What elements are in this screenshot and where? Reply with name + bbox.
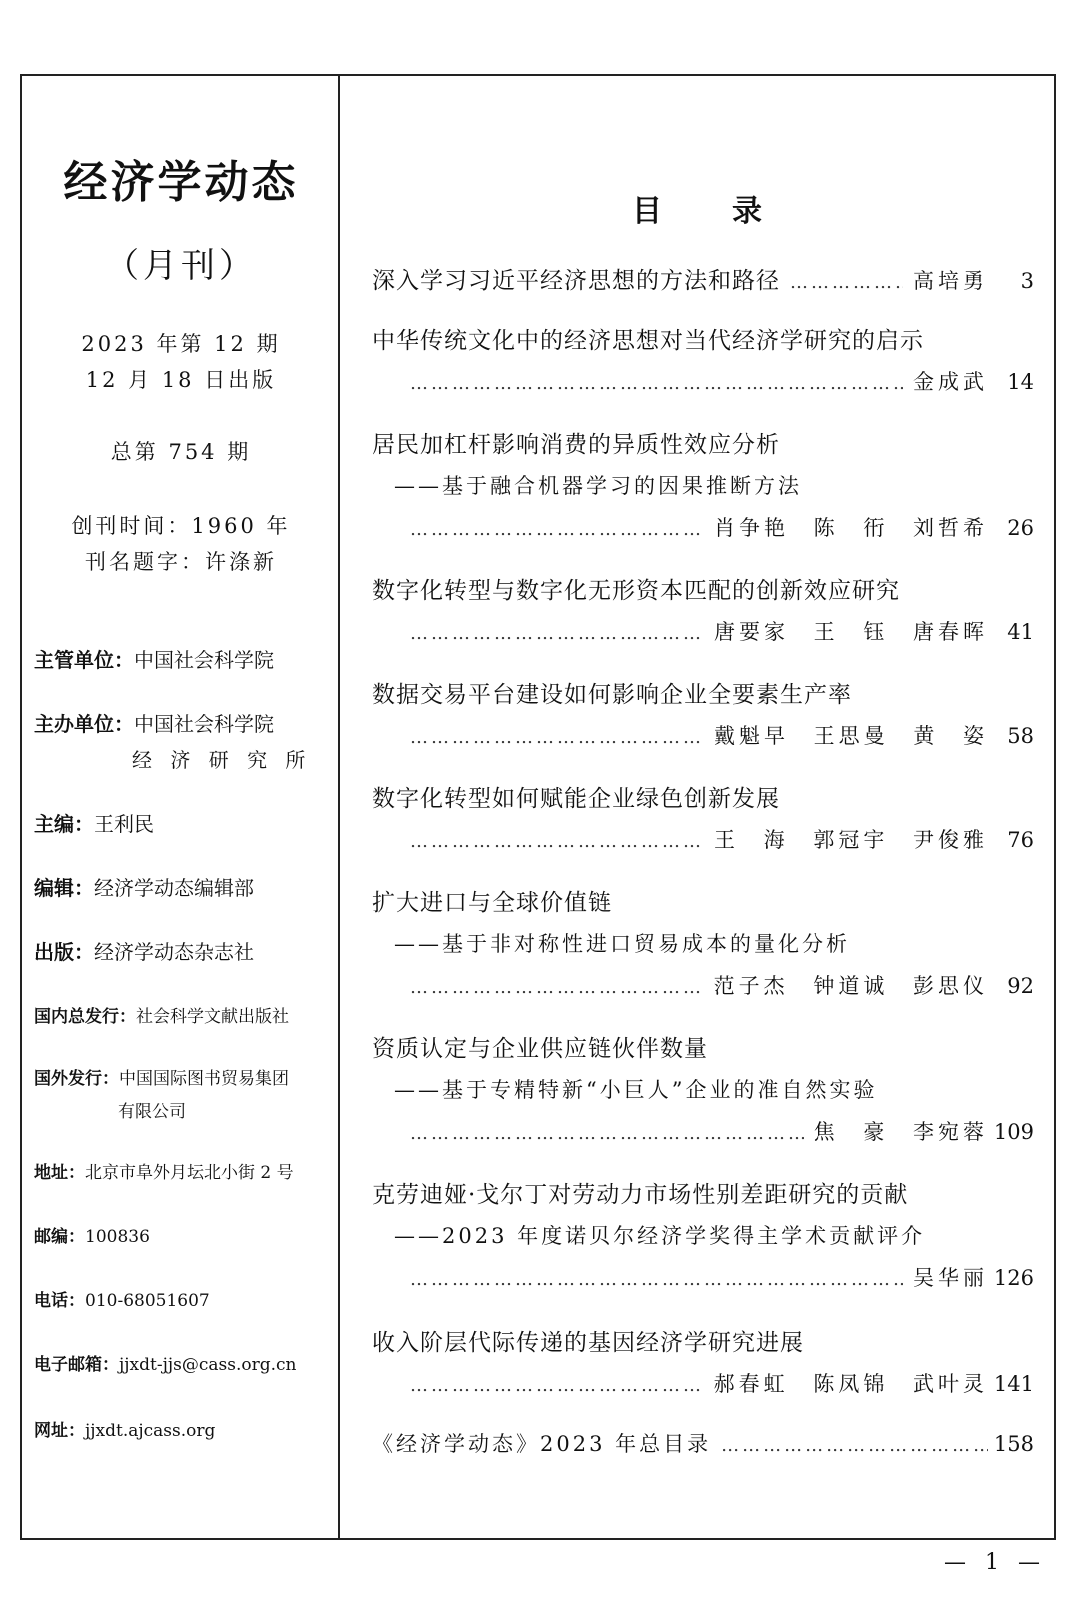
toc-entry-title[interactable]: 收入阶层代际传递的基因经济学研究进展 [372, 1330, 804, 1356]
leader-dots [721, 1435, 988, 1456]
leader-dots [410, 831, 704, 852]
publish-date: 12 月 18 日出版 [85, 368, 277, 392]
toc-entry-title[interactable]: 数字化转型与数字化无形资本匹配的创新效应研究 [372, 578, 900, 604]
toc-entry-page: 126 [993, 1266, 1034, 1290]
toc-entry-subtitle: ——2023 年度诺贝尔经济学奖得主学术贡献评介 [394, 1224, 926, 1248]
toc-entry-page: 14 [1007, 370, 1034, 394]
journal-title: 经济学动态 [63, 157, 299, 208]
toc-entry-title[interactable]: 中华传统文化中的经济思想对当代经济学研究的启示 [372, 328, 924, 354]
toc-entry-leader [410, 1262, 1034, 1292]
toc-entry-authors: 王 海 郭冠宇 尹俊雅 [713, 828, 988, 852]
info-address: 地址：北京市阜外月坛北小街 2 号 [34, 1163, 294, 1183]
toc-entry-title[interactable]: 居民加杠杆影响消费的异质性效应分析 [372, 432, 780, 458]
table-of-contents [340, 76, 1054, 1538]
calligraphy-credit: 刊名题字：许涤新 [85, 550, 277, 574]
info-foreign-distribution: 国外发行：中国国际图书贸易集团 [34, 1069, 289, 1089]
page-frame [20, 74, 1056, 1540]
toc-entry-authors: 郝春虹 陈凤锦 武叶灵 [713, 1372, 988, 1396]
masthead-column [22, 76, 340, 1538]
toc-entry[interactable] [372, 262, 1034, 295]
issue-number: 2023 年第 12 期 [81, 332, 281, 356]
toc-entry[interactable] [372, 1428, 1034, 1458]
page-number: — 1 — [944, 1550, 1046, 1575]
toc-entry-title: 《经济学动态》2023 年总目录 [372, 1432, 712, 1456]
info-website[interactable]: 网址：jjxdt.ajcass.org [34, 1421, 216, 1441]
toc-entry-authors: 吴华丽 [913, 1266, 988, 1290]
toc-entry-leader [410, 1368, 1034, 1398]
toc-entry-authors: 肖争艳 陈 衎 刘哲希 [713, 516, 988, 540]
leader-dots [790, 272, 903, 293]
leader-dots [410, 1269, 903, 1290]
toc-entry-subtitle: ——基于非对称性进口贸易成本的量化分析 [394, 932, 850, 956]
leader-dots [410, 977, 704, 998]
toc-entry-page: 158 [993, 1432, 1034, 1456]
toc-heading: 目录 [632, 194, 832, 229]
journal-frequency: （月刊） [105, 246, 257, 286]
leader-dots [410, 727, 704, 748]
leader-dots [410, 1375, 704, 1396]
info-sponsor-line2: 经 济 研 究 所 [132, 748, 312, 772]
toc-entry-title[interactable]: 克劳迪娅·戈尔丁对劳动力市场性别差距研究的贡献 [372, 1182, 909, 1208]
toc-entry-page: 92 [1007, 974, 1034, 998]
toc-entry-leader [410, 720, 1034, 750]
info-postcode: 邮编：100836 [34, 1227, 150, 1247]
toc-entry-title[interactable]: 数字化转型如何赋能企业绿色创新发展 [372, 786, 780, 812]
info-domestic-distribution: 国内总发行：社会科学文献出版社 [34, 1007, 289, 1027]
toc-entry-leader [410, 366, 1034, 396]
info-sponsor: 主办单位：中国社会科学院 [34, 712, 274, 736]
toc-entry-title[interactable]: 资质认定与企业供应链伙伴数量 [372, 1036, 708, 1062]
toc-entry-page: 3 [1020, 269, 1034, 293]
info-supervisor: 主管单位：中国社会科学院 [34, 648, 274, 672]
leader-dots [410, 623, 704, 644]
toc-entry-authors: 高培勇 [913, 269, 988, 293]
founded-date: 创刊时间：1960 年 [71, 514, 291, 538]
toc-entry-title: 深入学习习近平经济思想的方法和路径 [372, 268, 780, 294]
toc-entry-page: 26 [1007, 516, 1034, 540]
toc-entry-leader [410, 970, 1034, 1000]
toc-entry-page: 109 [993, 1120, 1034, 1144]
info-phone: 电话：010-68051607 [34, 1291, 210, 1311]
info-publisher: 出版：经济学动态杂志社 [34, 940, 254, 964]
toc-entry-authors: 唐要家 王 钰 唐春晖 [713, 620, 988, 644]
toc-entry-title[interactable]: 扩大进口与全球价值链 [372, 890, 612, 916]
toc-entry-page: 76 [1007, 828, 1034, 852]
toc-entry-authors: 范子杰 钟道诚 彭思仪 [713, 974, 988, 998]
toc-entry-page: 41 [1007, 620, 1034, 644]
info-foreign-distribution-line2: 有限公司 [118, 1102, 186, 1122]
toc-entry-authors: 金成武 [913, 370, 988, 394]
toc-entry-authors: 戴魁早 王思曼 黄 姿 [713, 724, 988, 748]
info-editorial: 编辑：经济学动态编辑部 [34, 876, 254, 900]
toc-entry-leader [410, 1116, 1034, 1146]
toc-entry-authors: 焦 豪 李宛蓉 [813, 1120, 988, 1144]
toc-entry-leader [410, 616, 1034, 646]
info-editor-in-chief: 主编：王利民 [34, 812, 154, 836]
toc-entry-leader [410, 824, 1034, 854]
toc-entry-subtitle: ——基于融合机器学习的因果推断方法 [394, 474, 802, 498]
total-issue: 总第 754 期 [110, 440, 252, 464]
toc-entry-leader [410, 512, 1034, 542]
leader-dots [410, 519, 704, 540]
leader-dots [410, 1123, 804, 1144]
toc-entry-title[interactable]: 数据交易平台建设如何影响企业全要素生产率 [372, 682, 852, 708]
toc-entry-page: 141 [993, 1372, 1034, 1396]
toc-entry-page: 58 [1007, 724, 1034, 748]
info-email[interactable]: 电子邮箱：jjxdt-jjs@cass.org.cn [34, 1355, 297, 1375]
leader-dots [410, 373, 903, 394]
toc-entry-subtitle: ——基于专精特新“小巨人”企业的准自然实验 [394, 1078, 878, 1102]
